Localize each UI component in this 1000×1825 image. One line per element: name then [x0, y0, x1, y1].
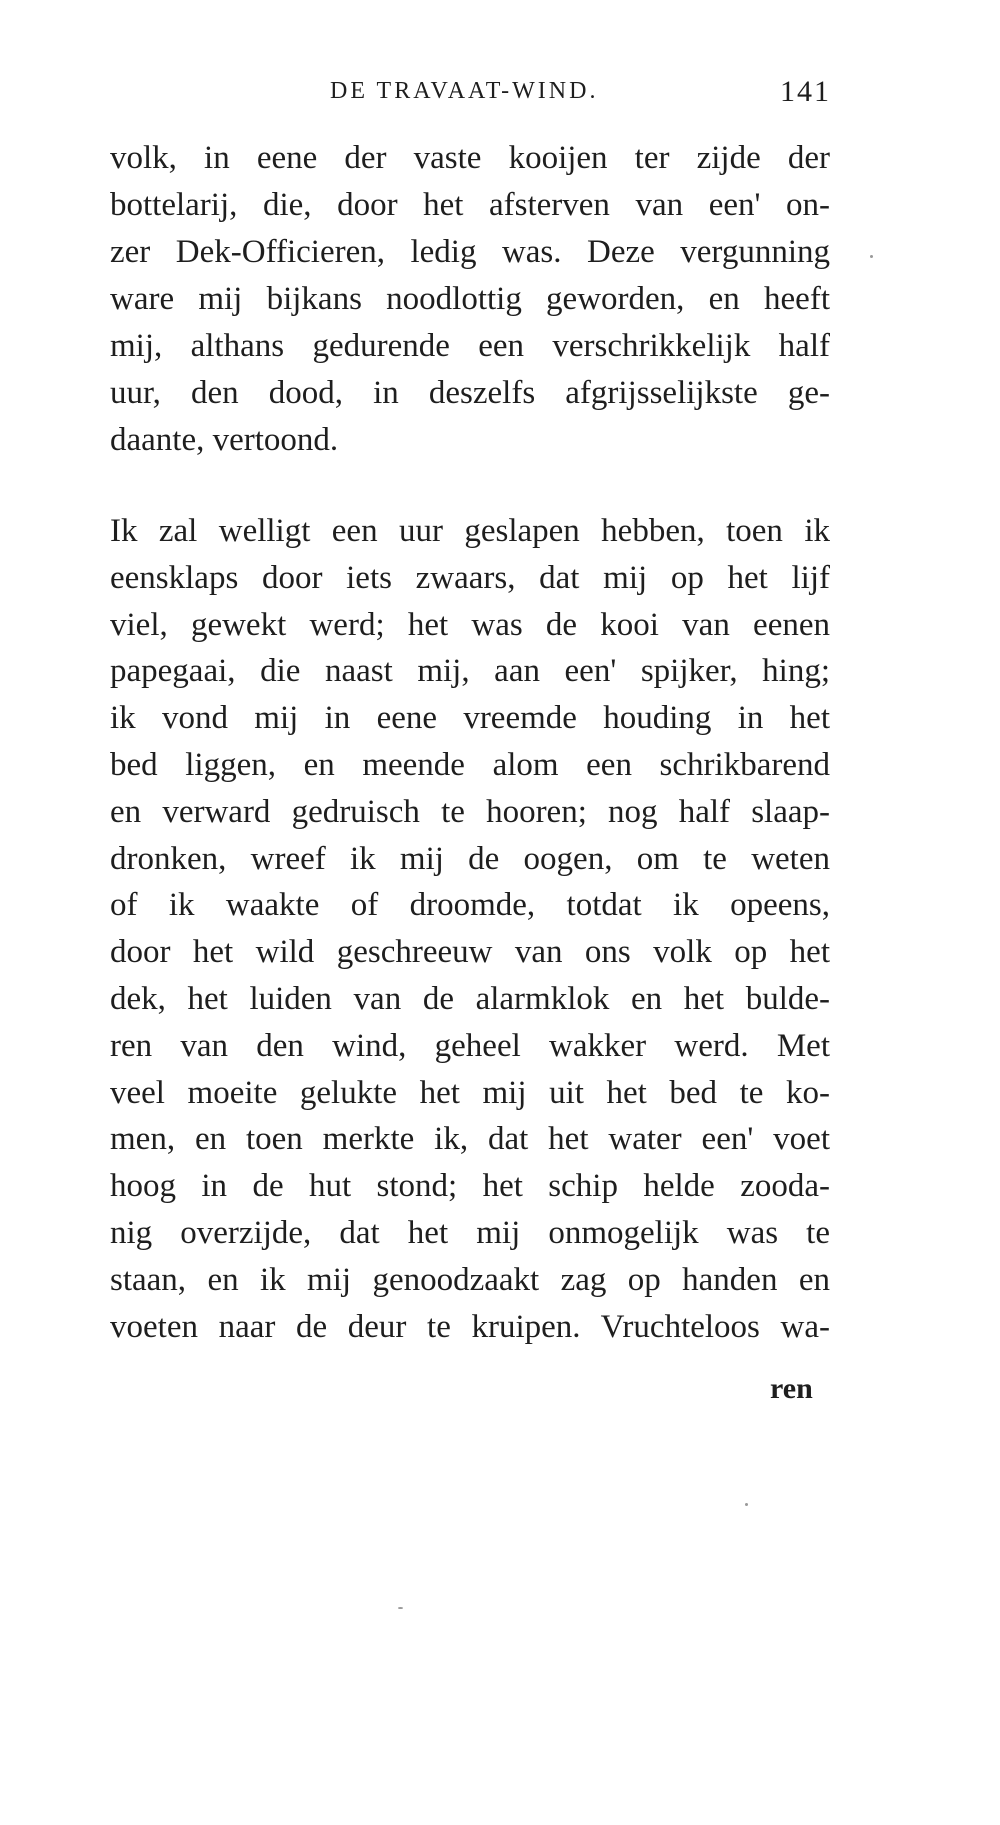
text-line: en verward gedruisch te hooren; nog half slaap- [110, 793, 830, 830]
text-line: eensklaps door iets zwaars, dat mij op het lijf [110, 559, 830, 596]
text-line: staan, en ik mij genoodzaakt zag op handen en [110, 1261, 830, 1298]
text-line: Ik zal welligt een uur geslapen hebben, toen ik [110, 513, 830, 549]
text-line: uur, den dood, in deszelfs afgrijsselijkste ge- [110, 375, 830, 411]
text-line: daante, vertoond. [110, 422, 339, 458]
text-line: voeten naar de deur te kruipen. Vruchteloos wa- [110, 1308, 830, 1345]
paragraph-1 [110, 135, 830, 464]
text-line: veel moeite gelukte het mij uit het bed te ko- [110, 1074, 830, 1111]
text-line: mij, althans gedurende een verschrikkelijk half [110, 328, 830, 364]
text-line: volk, in eene der vaste kooijen ter zijde der [110, 140, 830, 176]
text-line: door het wild geschreeuw van ons volk op het [110, 934, 830, 971]
text-line: papegaai, die naast mij, aan een' spijker, hing; [110, 653, 830, 690]
text-line: ren van den wind, geheel wakker werd. Met [110, 1027, 830, 1064]
text-line: dek, het luiden van de alarmklok en het bulde- [110, 980, 830, 1017]
catchword: ren [770, 1372, 813, 1405]
paper-speck [745, 1503, 748, 1506]
running-head [0, 75, 1000, 118]
text-line: hoog in de hut stond; het schip helde zooda- [110, 1168, 830, 1205]
text-line: bottelarij, die, door het afsterven van een' on- [110, 187, 830, 223]
text-line: ware mij bijkans noodlottig geworden, en heeft [110, 281, 830, 317]
running-head-title: DE TRAVAAT-WIND. [330, 78, 599, 104]
paper-speck [398, 1607, 403, 1609]
text-line: dronken, wreef ik mij de oogen, om te weten [110, 840, 830, 877]
text-line: men, en toen merkte ik, dat het water een' voet [110, 1121, 830, 1158]
text-line: bed liggen, en meende alom een schrikbarend [110, 746, 830, 783]
text-line: of ik waakte of droomde, totdat ik opeens, [110, 887, 830, 924]
page-number: 141 [780, 75, 831, 108]
text-line: ik vond mij in eene vreemde houding in het [110, 700, 830, 737]
text-line: nig overzijde, dat het mij onmogelijk was te [110, 1214, 830, 1251]
paper-speck [870, 255, 873, 258]
text-line: viel, gewekt werd; het was de kooi van eenen [110, 606, 830, 643]
paragraph-2 [110, 508, 830, 1350]
text-line: zer Dek-Officieren, ledig was. Deze vergunning [110, 234, 830, 270]
